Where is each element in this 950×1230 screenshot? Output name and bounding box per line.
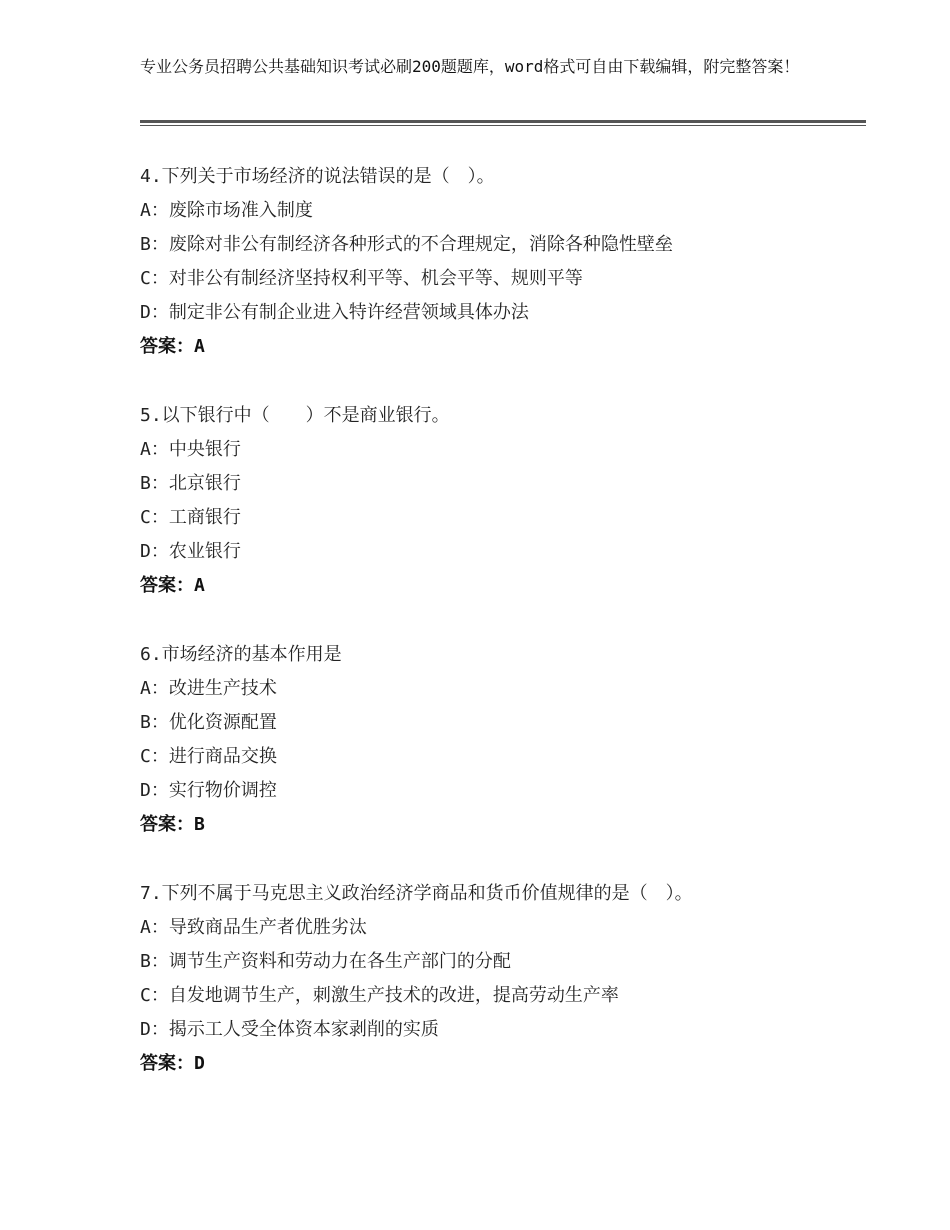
option-c: C：进行商品交换: [140, 746, 277, 767]
option-d: D：实行物价调控: [140, 780, 277, 801]
option-a: A：废除市场准入制度: [140, 200, 313, 221]
answer-label: 答案：B: [140, 814, 205, 835]
option-b: B：废除对非公有制经济各种形式的不合理规定，消除各种隐性壁垒: [140, 234, 673, 255]
document-header: 专业公务员招聘公共基础知识考试必刷200题题库，word格式可自由下载编辑，附完整答案！: [140, 57, 800, 76]
header-divider-thick: [140, 120, 866, 123]
question-stem: 4.下列关于市场经济的说法错误的是（ ）。: [140, 166, 495, 187]
question-7: [140, 877, 840, 1081]
answer-label: 答案：A: [140, 575, 205, 596]
option-b: B：北京银行: [140, 473, 241, 494]
question-stem: 7.下列不属于马克思主义政治经济学商品和货币价值规律的是（ ）。: [140, 883, 693, 904]
option-c: C：工商银行: [140, 507, 241, 528]
option-a: A：导致商品生产者优胜劣汰: [140, 917, 367, 938]
option-c: C：对非公有制经济坚持权利平等、机会平等、规则平等: [140, 268, 583, 289]
question-stem: 5.以下银行中（ ）不是商业银行。: [140, 405, 450, 426]
option-d: D：揭示工人受全体资本家剥削的实质: [140, 1019, 439, 1040]
question-6: [140, 638, 840, 842]
option-c: C：自发地调节生产，刺激生产技术的改进，提高劳动生产率: [140, 985, 619, 1006]
option-d: D：农业银行: [140, 541, 241, 562]
answer-label: 答案：D: [140, 1053, 205, 1074]
answer-label: 答案：A: [140, 336, 205, 357]
option-d: D：制定非公有制企业进入特许经营领域具体办法: [140, 302, 529, 323]
question-5: [140, 399, 840, 603]
option-b: B：优化资源配置: [140, 712, 277, 733]
option-b: B：调节生产资料和劳动力在各生产部门的分配: [140, 951, 511, 972]
option-a: A：改进生产技术: [140, 678, 277, 699]
question-stem: 6.市场经济的基本作用是: [140, 644, 342, 665]
question-4: [140, 160, 840, 364]
option-a: A：中央银行: [140, 439, 241, 460]
header-divider-thin: [140, 125, 866, 126]
